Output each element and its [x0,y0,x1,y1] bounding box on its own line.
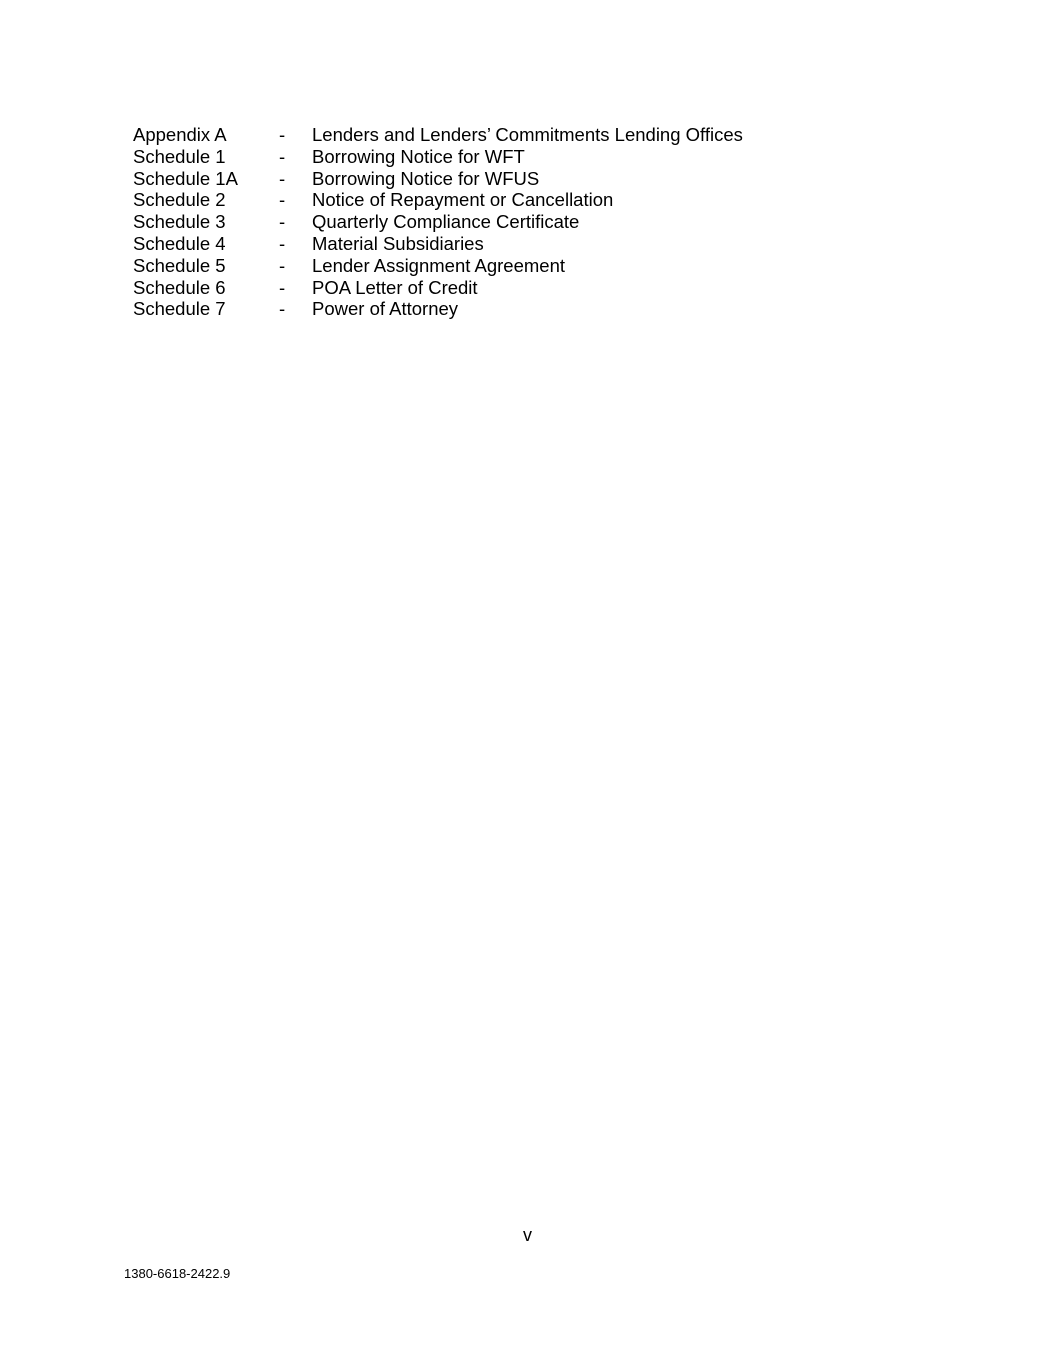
schedule-title: Lenders and Lenders’ Commitments Lending Offices [312,124,743,145]
schedule-separator: - [279,298,286,320]
schedule-row [133,298,933,320]
page-number: v [523,1225,532,1245]
schedule-title: Borrowing Notice for WFT [312,145,525,167]
schedule-label: Schedule 1A [133,167,238,189]
schedule-title: POA Letter of Credit [312,276,478,298]
schedule-label: Schedule 2 [133,189,226,211]
schedule-row [133,255,933,277]
schedule-title: Quarterly Compliance Certificate [312,211,580,233]
schedule-list [133,124,933,320]
schedule-title: Notice of Repayment or Cancellation [312,189,614,211]
schedule-row [133,168,933,190]
schedule-title: Lender Assignment Agreement [312,254,565,276]
schedule-separator: - [279,189,286,211]
schedule-label: Appendix A [133,124,227,145]
schedule-label: Schedule 7 [133,298,226,320]
schedule-title: Borrowing Notice for WFUS [312,167,540,189]
schedule-row [133,277,933,299]
schedule-separator: - [279,167,286,189]
schedule-separator: - [279,254,286,276]
document-id: 1380-6618-2422.9 [124,1266,231,1281]
schedule-row [133,233,933,255]
schedule-title: Material Subsidiaries [312,232,484,254]
schedule-separator: - [279,232,286,254]
schedule-label: Schedule 4 [133,232,226,254]
schedule-separator: - [279,211,286,233]
schedule-label: Schedule 3 [133,211,226,233]
schedule-row [133,211,933,233]
schedule-row [133,189,933,211]
schedule-row [133,146,933,168]
schedule-separator: - [279,145,286,167]
schedule-label: Schedule 5 [133,254,226,276]
schedule-separator: - [279,276,286,298]
schedule-row [133,124,933,146]
schedule-label: Schedule 1 [133,145,226,167]
schedule-label: Schedule 6 [133,276,226,298]
schedule-separator: - [279,124,286,145]
schedule-title: Power of Attorney [312,298,459,320]
